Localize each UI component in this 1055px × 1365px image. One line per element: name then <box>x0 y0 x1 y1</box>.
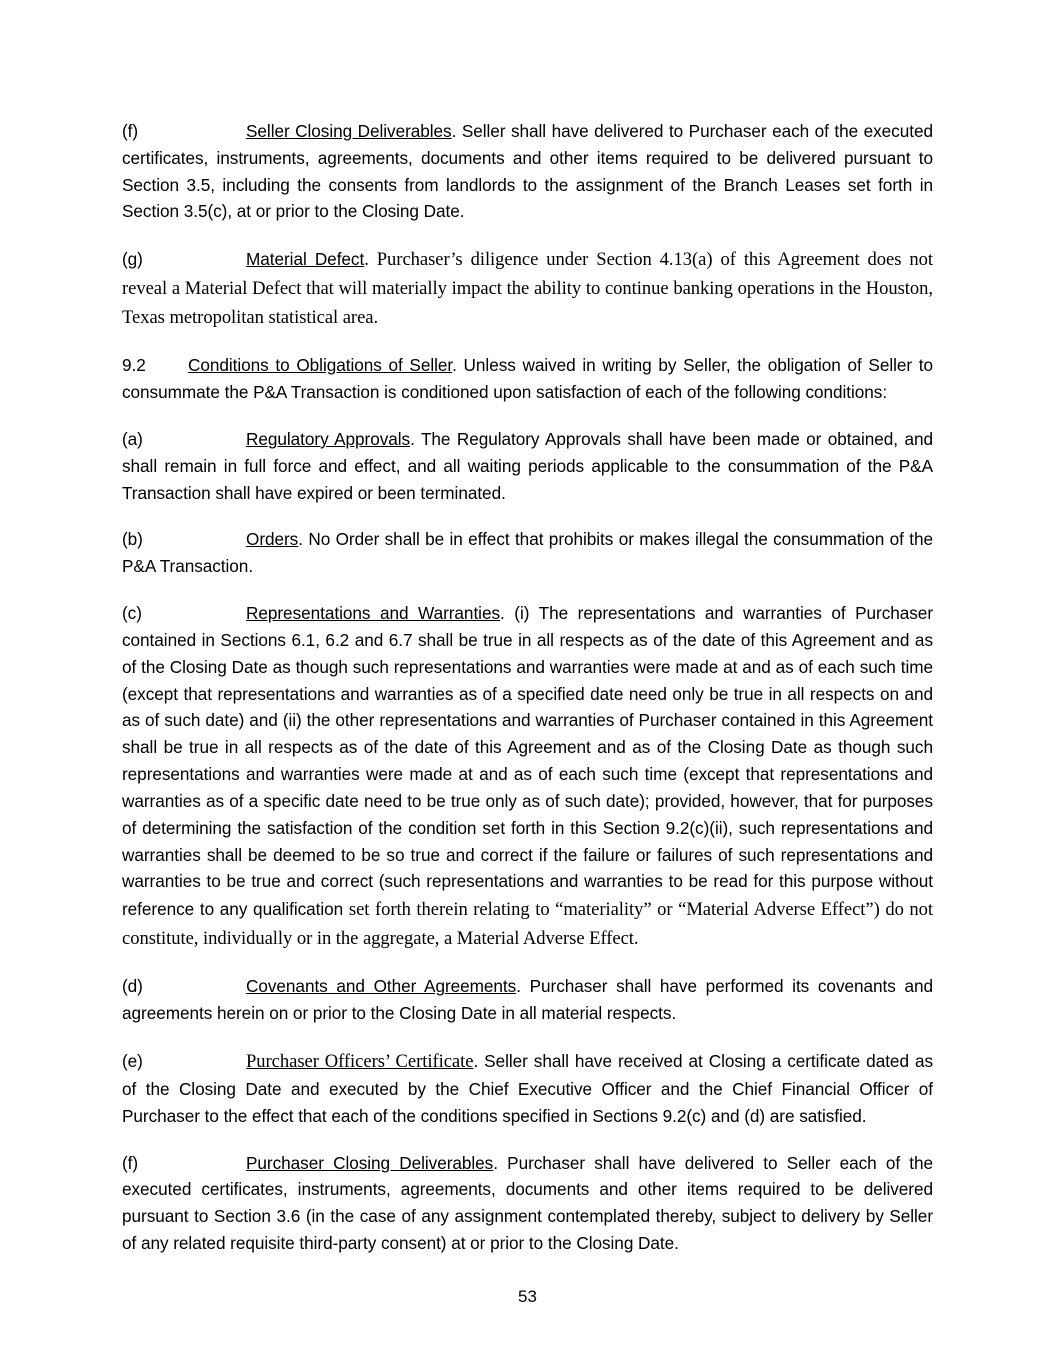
paragraph-body: . Purchaser shall have performed its covenants and agreements herein on or prior to the Closing Date in all material respects. <box>122 976 933 1024</box>
paragraph-body: . No Order shall be in effect that prohibits or makes illegal the consummation of the P&A Transaction. <box>122 529 933 577</box>
paragraph-heading: Seller Closing Deliverables <box>246 121 452 141</box>
paragraph-heading: Purchaser Closing Deliverables <box>246 1152 494 1173</box>
paragraph-material-defect <box>122 245 933 332</box>
paragraph-purchaser-closing-deliverables <box>122 1150 933 1257</box>
paragraph-body: . Seller shall have delivered to Purchaser each of the executed certificates, instruments, agreements, documents and other items required to be delivered pursuant to Section 3.5, including the consents from landlords to the assignment of the Branch Leases set forth in Section 3.5(c), at or prior to the Closing Date. <box>122 121 933 222</box>
paragraph-heading: Orders <box>246 529 299 550</box>
paragraph-body: . (i) The representations and warranties of Purchaser contained in Sections 6.1, 6.2 and 6.7 shall be true in all respects as of the date of this Agreement and as of the Closing Date as though such representations and warranties were made at and as of each such time (except that representations and warranties as of a specified date need only be true in all respects on and as of such date) and (ii) the other representations and warranties of Purchaser contained in this Agreement shall be true in all respects as of the date of this Agreement and as of the Closing Date as though such representations and warranties were made at and as of each such time (except that representations and warranties as of a specific date need to be true only as of such date); provided, however, that for purposes of determining the satisfaction of the condition set forth in this Section 9.2(c)(ii), such representations and warranties shall be deemed to be so true and correct if the failure or failures of such representations and warranties to be true and correct (such representations and warranties to be read for this purpose without reference to any qualification <box>122 603 933 920</box>
paragraph-heading: Purchaser Officers’ Certificate <box>246 1050 474 1072</box>
paragraph-heading: Regulatory Approvals <box>246 428 411 449</box>
paragraph-regulatory-approvals <box>122 426 933 506</box>
paragraph-heading: Representations and Warranties <box>246 603 500 624</box>
paragraph-marker: (a) <box>122 428 143 449</box>
paragraph-marker: (f) <box>122 1152 139 1173</box>
paragraph-heading: Conditions to Obligations of Seller <box>188 355 453 376</box>
paragraph-covenants-and-other-agreements <box>122 973 933 1027</box>
paragraph-body: . Purchaser’s diligence under Section 4.13(a) of this Agreement does not reveal a Material Defect that will materially impact the ability to continue banking operations in the Houston, Texas metropolitan statistical area. <box>122 249 933 329</box>
paragraph-orders <box>122 526 933 580</box>
paragraph-purchaser-officers-certificate <box>122 1047 933 1130</box>
page-number: 53 <box>518 1287 537 1306</box>
paragraph-marker: (d) <box>122 976 143 997</box>
paragraph-marker: (g) <box>122 249 143 270</box>
paragraph-body: . Unless waived in writing by Seller, the obligation of Seller to consummate the P&A Transaction is conditioned upon satisfaction of each of the following conditions: <box>122 355 933 403</box>
paragraph-seller-closing-deliverables <box>122 118 933 225</box>
paragraph-body: . Seller shall have received at Closing a certificate dated as of the Closing Date and executed by the Chief Executive Officer and the Chief Financial Officer of Purchaser to the effect that each of the conditions specified in Sections 9.2(c) and (d) are satisfied. <box>122 1050 933 1126</box>
paragraph-marker: (b) <box>122 529 143 550</box>
paragraph-body: . The Regulatory Approvals shall have been made or obtained, and shall remain in full force and effect, and all waiting periods applicable to the consummation of the P&A Transaction shall have expired or been terminated. <box>122 428 933 503</box>
paragraph-marker: (c) <box>122 603 142 624</box>
paragraph-heading: Covenants and Other Agreements <box>246 976 517 997</box>
paragraph-conditions-to-obligations-of-seller <box>122 352 933 406</box>
paragraph-representations-and-warranties <box>122 600 933 953</box>
paragraph-marker: (e) <box>122 1050 143 1071</box>
paragraph-marker: 9.2 <box>122 355 146 376</box>
paragraph-body: . Purchaser shall have delivered to Seller each of the executed certificates, instruments, agreements, documents and other items required to be delivered pursuant to Section 3.6 (in the case of any assignment contemplated thereby, subject to delivery by Seller of any related requisite third-party consent) at or prior to the Closing Date. <box>122 1152 934 1254</box>
paragraph-body-serif: set forth therein relating to “materiality” or “Material Adverse Effect”) do not constitute, individually or in the aggregate, a Material Adverse Effect. <box>122 899 933 950</box>
paragraph-marker: (f) <box>122 121 139 141</box>
paragraph-heading: Material Defect <box>246 249 365 270</box>
